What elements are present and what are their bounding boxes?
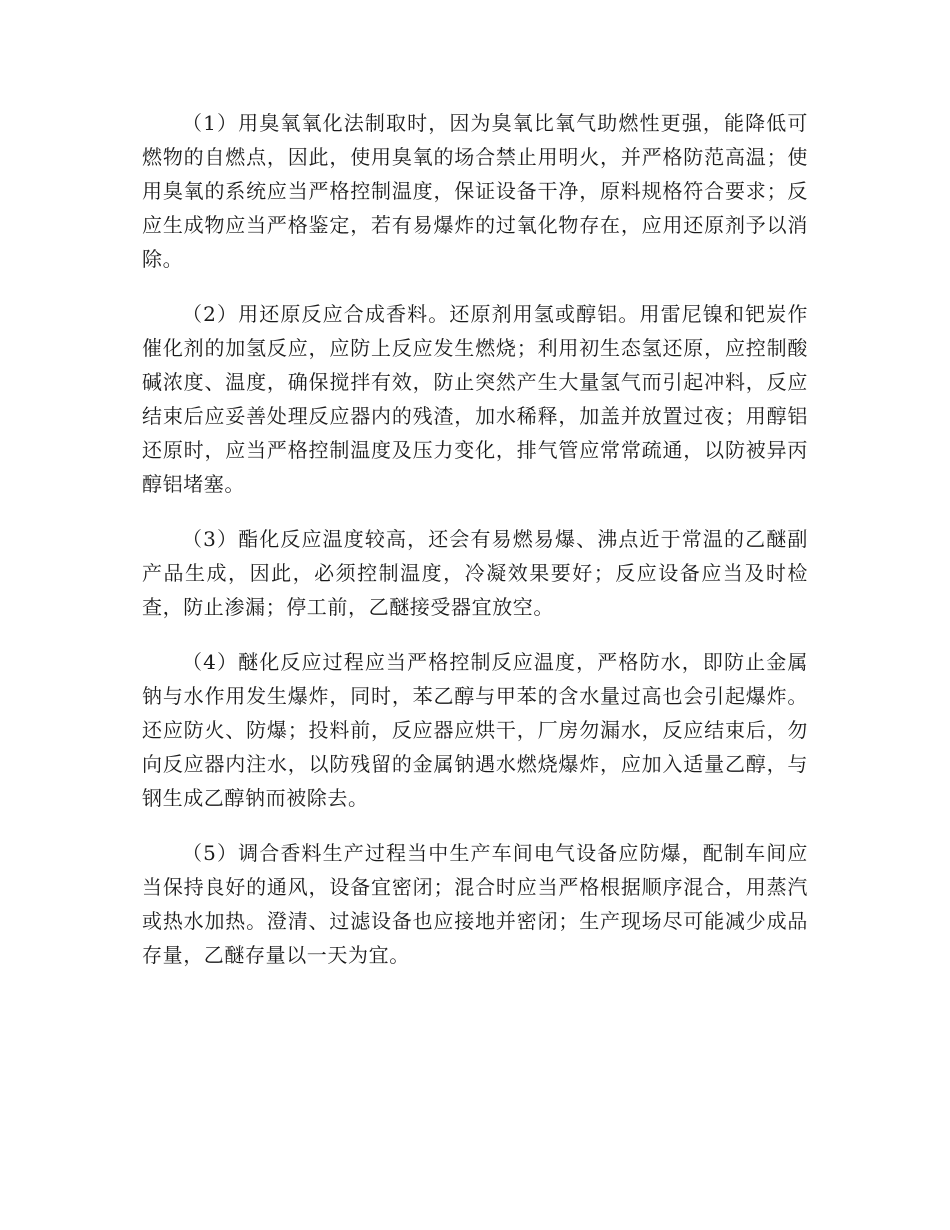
paragraph-etherification: （4）醚化反应过程应当严格控制反应温度，严格防水，即防止金属钠与水作用发生爆炸，同时，苯乙醇与甲苯的含水量过高也会引起爆炸。还应防火、防爆；投料前，反应器应烘干，厂房勿漏水，反应结束后，勿向反应器内注水，以防残留的金属钠遇水燃烧爆炸，应加入适量乙醇，与钢生成乙醇钠而被除去。 bbox=[142, 650, 808, 810]
document-body bbox=[142, 106, 808, 993]
paragraph-esterification: （3）酯化反应温度较高，还会有易燃易爆、沸点近于常温的乙醚副产品生成，因此，必须控制温度，冷凝效果要好；反应设备应当及时检查，防止渗漏；停工前，乙醚接受器宜放空。 bbox=[142, 527, 808, 619]
paragraph-blending-production: （5）调合香料生产过程当中生产车间电气设备应防爆，配制车间应当保持良好的通风，设备宜密闭；混合时应当严格根据顺序混合，用蒸汽或热水加热。澄清、过滤设备也应接地并密闭；生产现场尽可能减少成品存量，乙醚存量以一天为宜。 bbox=[142, 841, 808, 967]
paragraph-reduction-reaction: （2）用还原反应合成香料。还原剂用氢或醇铝。用雷尼镍和钯炭作催化剂的加氢反应，应防上反应发生燃烧；利用初生态氢还原，应控制酸碱浓度、温度，确保搅拌有效，防止突然产生大量氢气而引起冲料，反应结束后应妥善处理反应器内的残渣，加水稀释，加盖并放置过夜；用醇铝还原时，应当严格控制温度及压力变化，排气管应常常疏通，以防被异丙醇铝堵塞。 bbox=[142, 302, 808, 496]
paragraph-ozone-oxidation: （1）用臭氧氧化法制取时，因为臭氧比氧气助燃性更强，能降低可燃物的自燃点，因此，使用臭氧的场合禁止用明火，并严格防范高温；使用臭氧的系统应当严格控制温度，保证设备干净，原料规格符合要求；反应生成物应当严格鉴定，若有易爆炸的过氧化物存在，应用还原剂予以消除。 bbox=[142, 111, 808, 271]
